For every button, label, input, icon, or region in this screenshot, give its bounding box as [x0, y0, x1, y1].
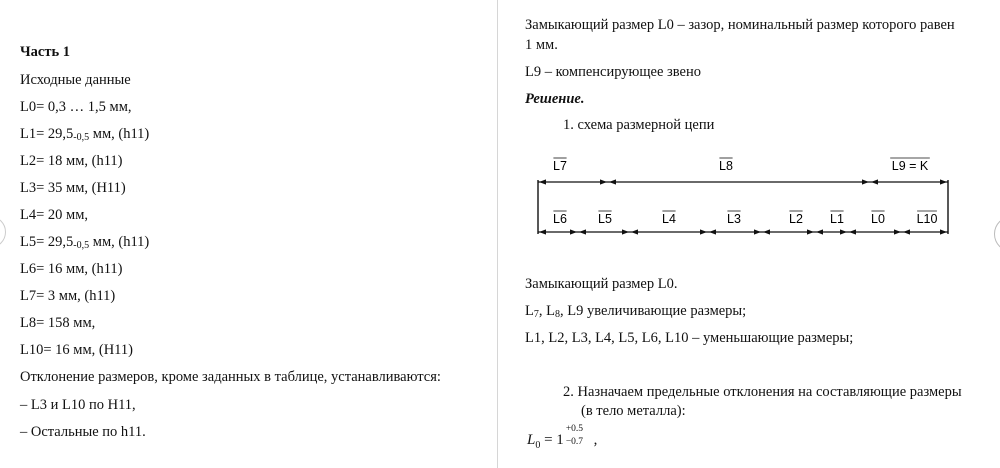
l0-formula: $L_0 = 1$ +0.5 −0.7 , [527, 424, 598, 451]
input-data-heading: Исходные данные [20, 72, 131, 88]
item-l2: L2= 18 мм, (h11) [20, 153, 123, 169]
dimension-arrowhead [816, 229, 823, 234]
bottom-dimension-label-1: L5 [598, 212, 612, 226]
decreasing-dimensions-text: L1, L2, L3, L4, L5, L6, L10 – уменьшающие размеры; [525, 330, 854, 346]
rule-h11-lower: – Остальные по h11. [20, 424, 146, 440]
dimension-arrowhead [849, 229, 856, 234]
dimension-arrowhead [709, 229, 716, 234]
rule-h11-upper: – L3 и L10 по H11, [20, 397, 136, 413]
dimension-arrowhead [903, 229, 910, 234]
bottom-dimension-label-4: L2 [789, 212, 803, 226]
dimension-arrowhead [539, 229, 546, 234]
formula-lower-deviation: −0.7 [565, 437, 584, 447]
solution-heading: Решение. [525, 91, 585, 107]
step-2-title-1: 2. Назначаем предельные отклонения на составляющие размеры [563, 384, 962, 400]
dimension-arrowhead [940, 179, 947, 184]
top-dimension-label-1: L8 [719, 159, 733, 173]
page-divider [497, 0, 498, 468]
item-l5: $L5= 29,5_{-0,5}$ мм, (h11) [20, 234, 150, 251]
dimension-arrowhead [570, 229, 577, 234]
dimension-arrowhead [700, 229, 707, 234]
dimension-arrowhead [940, 229, 947, 234]
bottom-dimension-label-0: L6 [553, 212, 567, 226]
dimension-arrowhead [754, 229, 761, 234]
dimension-arrowhead [600, 179, 607, 184]
bottom-dimension-label-2: L4 [662, 212, 676, 226]
item-l8: L8= 158 мм, [20, 315, 96, 331]
top-dimension-label-2: L9 = K [891, 159, 929, 173]
bottom-dimension-label-3: L3 [727, 212, 741, 226]
dimension-arrowhead [763, 229, 770, 234]
step-2-title-2: (в тело металла): [581, 403, 686, 419]
item-l7: L7= 3 мм, (h11) [20, 288, 116, 304]
item-l6: L6= 16 мм, (h11) [20, 261, 123, 277]
dimension-arrowhead [894, 229, 901, 234]
dimension-arrowhead [807, 229, 814, 234]
dimension-arrowhead [862, 179, 869, 184]
dimension-arrowhead [622, 229, 629, 234]
dimension-arrowhead [539, 179, 546, 184]
part-heading: Часть 1 [20, 44, 70, 60]
dimension-arrowhead [840, 229, 847, 234]
dimension-arrowhead [631, 229, 638, 234]
dimension-arrowhead [609, 179, 616, 184]
deviation-text: Отклонение размеров, кроме заданных в таблице, устанавливаются: [20, 369, 441, 385]
bottom-dimension-label-5: L1 [830, 212, 844, 226]
item-l4: L4= 20 мм, [20, 207, 89, 223]
item-l0: L0= 0,3 … 1,5 мм, [20, 99, 132, 115]
compensating-link-text: L9 – компенсирующее звено [525, 64, 701, 80]
left-page [0, 0, 490, 468]
bottom-dimension-label-7: L10 [916, 212, 938, 226]
formula-upper-deviation: +0.5 [565, 424, 584, 434]
dimension-arrowhead [579, 229, 586, 234]
bottom-dimension-label-6: L0 [871, 212, 885, 226]
closing-dimension-text: Замыкающий размер L0. [525, 276, 678, 292]
item-l3: L3= 35 мм, (H11) [20, 180, 126, 196]
item-l1: $L1= 29,5_{-0,5}$ мм, (h11) [20, 126, 150, 143]
step-1-title: 1. схема размерной цепи [563, 117, 715, 133]
item-l10: L10= 16 мм, (H11) [20, 342, 133, 358]
increasing-dimensions-text: $L_7$, $L_8$, L9 увеличивающие размеры; [525, 303, 747, 320]
top-dimension-label-0: L7 [553, 159, 567, 173]
closing-dim-text-2: 1 мм. [525, 37, 558, 53]
closing-dim-text-1: Замыкающий размер L0 – зазор, номинальный размер которого равен [525, 17, 955, 33]
dimension-arrowhead [871, 179, 878, 184]
dimension-chain-diagram [530, 150, 960, 240]
